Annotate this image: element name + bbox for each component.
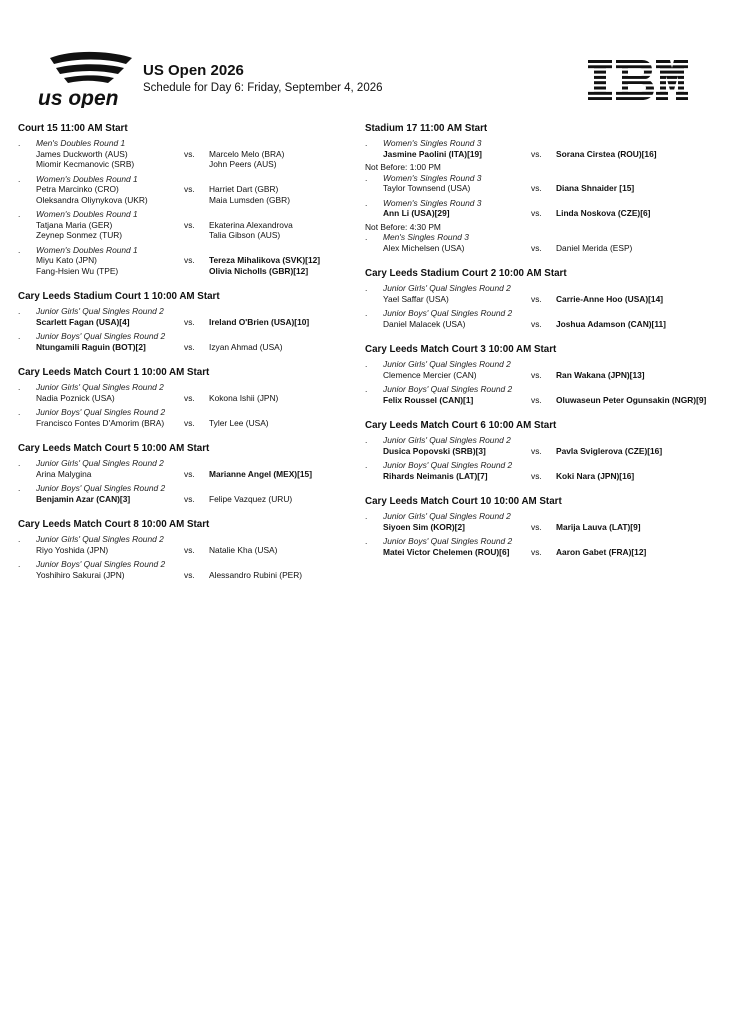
player-b: Tyler Lee (USA) xyxy=(209,417,269,428)
us-open-logo xyxy=(36,50,136,108)
court-block xyxy=(18,366,368,428)
versus-label: vs. xyxy=(531,546,542,557)
versus-label: vs. xyxy=(531,470,542,481)
match-bullet: . xyxy=(365,283,368,293)
match-row xyxy=(36,494,368,505)
partner-b: Talia Gibson (AUS) xyxy=(209,230,281,240)
player-b: Felipe Vazquez (URU) xyxy=(209,493,293,504)
player-b: Marcelo Melo (BRA) xyxy=(209,148,285,159)
versus-label: vs. xyxy=(531,208,542,218)
match-item xyxy=(365,384,715,405)
match-bullet: . xyxy=(18,244,21,255)
court-block xyxy=(18,122,368,276)
versus-label: vs. xyxy=(184,468,195,479)
match-row xyxy=(383,208,715,219)
match-bullet: . xyxy=(18,138,21,148)
player-b: Ran Wakana (JPN)[13] xyxy=(556,369,645,380)
partner-a: Fang-Hsien Wu (TPE) xyxy=(36,265,119,276)
match-bullet: . xyxy=(365,172,368,183)
player-b: Ekaterina Alexandrova xyxy=(209,219,293,230)
match-row xyxy=(383,370,715,381)
match-bullet: . xyxy=(18,534,21,544)
player-a: Francisco Fontes D'Amorim (BRA) xyxy=(36,417,165,428)
match-bullet: . xyxy=(18,306,21,316)
round-label: Junior Boys' Qual Singles Round 2 xyxy=(36,331,166,341)
court-block xyxy=(365,419,715,481)
match-bullet: . xyxy=(365,232,368,242)
match-row xyxy=(383,471,715,482)
player-b: Natalie Kha (USA) xyxy=(209,544,278,555)
match-row xyxy=(383,319,715,330)
match-bullet: . xyxy=(365,197,368,208)
player-a: Scarlett Fagan (USA)[4] xyxy=(36,316,130,327)
round-label: Junior Girls' Qual Singles Round 2 xyxy=(383,359,511,369)
player-b: Diana Shnaider [15] xyxy=(556,183,635,193)
round-label: Junior Girls' Qual Singles Round 2 xyxy=(36,534,164,544)
round-label: Junior Girls' Qual Singles Round 2 xyxy=(36,306,164,316)
partner-a: Miomir Kecmanovic (SRB) xyxy=(36,159,135,169)
match-item xyxy=(18,559,368,580)
player-a: Clemence Mercier (CAN) xyxy=(383,369,477,380)
versus-label: vs. xyxy=(184,544,195,555)
versus-label: vs. xyxy=(184,392,195,403)
versus-label: vs. xyxy=(531,521,542,532)
match-bullet: . xyxy=(365,511,368,521)
match-bullet: . xyxy=(365,384,368,394)
player-b: Tereza Mihalikova (SVK)[12] xyxy=(209,255,321,265)
versus-label: vs. xyxy=(531,242,542,253)
round-label: Men's Doubles Round 1 xyxy=(36,138,126,148)
court-title: Cary Leeds Match Court 5 10:00 AM Start xyxy=(18,443,210,454)
player-a: Matei Victor Chelemen (ROU)[6] xyxy=(383,546,510,557)
match-row-partner xyxy=(36,230,368,241)
round-label: Junior Boys' Qual Singles Round 2 xyxy=(36,407,166,417)
versus-label: vs. xyxy=(184,493,195,504)
round-label: Women's Singles Round 3 xyxy=(383,172,482,183)
match-row-partner xyxy=(36,159,368,170)
court-title: Cary Leeds Match Court 3 10:00 AM Start xyxy=(365,344,557,355)
player-b: Harriet Dart (GBR) xyxy=(209,184,279,194)
player-a: Taylor Townsend (USA) xyxy=(383,183,471,193)
match-row xyxy=(36,545,368,556)
match-row xyxy=(383,547,715,558)
match-item xyxy=(365,283,715,304)
round-label: Women's Singles Round 3 xyxy=(383,138,482,148)
match-row xyxy=(383,183,715,194)
versus-label: vs. xyxy=(531,293,542,304)
match-item xyxy=(365,173,715,194)
match-row xyxy=(36,418,368,429)
player-a: Miyu Kato (JPN) xyxy=(36,255,97,265)
match-row xyxy=(383,522,715,533)
player-a: Ntungamili Raguin (BOT)[2] xyxy=(36,341,146,352)
match-bullet: . xyxy=(365,536,368,546)
match-bullet: . xyxy=(18,331,21,341)
match-item xyxy=(18,331,368,352)
player-b: Ireland O'Brien (USA)[10] xyxy=(209,316,310,327)
court-title: Cary Leeds Match Court 6 10:00 AM Start xyxy=(365,420,557,431)
match-bullet: . xyxy=(18,483,21,493)
match-bullet: . xyxy=(18,559,21,569)
versus-label: vs. xyxy=(531,394,542,405)
match-item xyxy=(365,536,715,557)
round-label: Women's Singles Round 3 xyxy=(383,197,482,208)
match-bullet: . xyxy=(365,138,368,148)
round-label: Junior Boys' Qual Singles Round 2 xyxy=(383,308,513,318)
match-bullet: . xyxy=(18,209,21,219)
player-a: Petra Marcinko (CRO) xyxy=(36,184,119,194)
player-b: Daniel Merida (ESP) xyxy=(556,242,633,253)
court-block xyxy=(365,495,715,557)
player-a: Yael Saffar (USA) xyxy=(383,293,449,304)
court-block xyxy=(18,442,368,504)
match-bullet: . xyxy=(365,308,368,318)
match-row xyxy=(383,149,715,160)
match-row xyxy=(383,395,715,406)
not-before-note: Not Before: 1:00 PM xyxy=(365,162,441,172)
page-title: US Open 2026 xyxy=(143,62,244,79)
versus-label: vs. xyxy=(531,148,542,159)
court-title: Cary Leeds Stadium Court 1 10:00 AM Start xyxy=(18,291,220,302)
versus-label: vs. xyxy=(531,318,542,329)
match-item xyxy=(18,306,368,327)
match-item xyxy=(365,435,715,456)
match-row xyxy=(36,342,368,353)
court-title: Cary Leeds Match Court 1 10:00 AM Start xyxy=(18,367,210,378)
court-block xyxy=(365,122,715,253)
player-b: Kokona Ishii (JPN) xyxy=(209,392,279,403)
player-a: Daniel Malacek (USA) xyxy=(383,318,466,329)
versus-label: vs. xyxy=(531,445,542,456)
match-bullet: . xyxy=(18,407,21,417)
match-bullet: . xyxy=(365,435,368,445)
match-row xyxy=(383,243,715,254)
player-a: Benjamin Azar (CAN)[3] xyxy=(36,493,131,504)
partner-a: Oleksandra Oliynykova (UKR) xyxy=(36,194,148,205)
round-label: Junior Girls' Qual Singles Round 2 xyxy=(383,435,511,445)
match-row-partner xyxy=(36,266,368,277)
match-row xyxy=(36,255,368,266)
match-item xyxy=(365,460,715,481)
ibm-logo xyxy=(588,60,688,100)
match-item xyxy=(365,198,715,219)
match-item xyxy=(18,382,368,403)
svg-text:us open: us open xyxy=(38,87,119,108)
player-a: Riyo Yoshida (JPN) xyxy=(36,544,109,555)
match-item xyxy=(18,245,368,277)
match-row xyxy=(36,570,368,581)
player-a: Jasmine Paolini (ITA)[19] xyxy=(383,148,482,159)
round-label: Junior Boys' Qual Singles Round 2 xyxy=(383,384,513,394)
versus-label: vs. xyxy=(531,369,542,380)
player-b: Marianne Angel (MEX)[15] xyxy=(209,468,312,479)
player-a: Siyoen Sim (KOR)[2] xyxy=(383,521,465,532)
match-row-partner xyxy=(36,195,368,206)
match-bullet: . xyxy=(365,359,368,369)
right-court-column xyxy=(365,122,715,571)
player-b: Linda Noskova (CZE)[6] xyxy=(556,208,651,218)
versus-label: vs. xyxy=(184,569,195,580)
round-label: Junior Girls' Qual Singles Round 2 xyxy=(36,382,164,392)
partner-b: Olivia Nicholls (GBR)[12] xyxy=(209,265,309,276)
player-b: Izyan Ahmad (USA) xyxy=(209,341,283,352)
page-header xyxy=(0,0,732,110)
player-b: Marija Lauva (LAT)[9] xyxy=(556,521,641,532)
round-label: Junior Boys' Qual Singles Round 2 xyxy=(36,559,166,569)
partner-b: Maia Lumsden (GBR) xyxy=(209,194,290,205)
match-bullet: . xyxy=(18,458,21,468)
round-label: Junior Boys' Qual Singles Round 2 xyxy=(383,460,513,470)
court-title: Cary Leeds Match Court 8 10:00 AM Start xyxy=(18,519,210,530)
match-item xyxy=(18,483,368,504)
match-bullet: . xyxy=(18,173,21,184)
match-row xyxy=(36,317,368,328)
match-row xyxy=(36,149,368,160)
court-title: Court 15 11:00 AM Start xyxy=(18,123,128,134)
court-block xyxy=(18,290,368,352)
court-title: Cary Leeds Match Court 10 10:00 AM Start xyxy=(365,496,562,507)
match-item xyxy=(18,458,368,479)
player-a: Alex Michelsen (USA) xyxy=(383,242,465,253)
player-b: Carrie-Anne Hoo (USA)[14] xyxy=(556,293,664,304)
match-item xyxy=(18,209,368,241)
partner-a: Zeynep Sonmez (TUR) xyxy=(36,230,123,240)
round-label: Junior Girls' Qual Singles Round 2 xyxy=(383,283,511,293)
player-b: Oluwaseun Peter Ogunsakin (NGR)[9] xyxy=(556,394,707,405)
court-block xyxy=(365,267,715,329)
partner-b: John Peers (AUS) xyxy=(209,159,277,169)
versus-label: vs. xyxy=(184,255,195,265)
player-a: Dusica Popovski (SRB)[3] xyxy=(383,445,486,456)
match-item xyxy=(18,534,368,555)
player-a: Arina Malygina xyxy=(36,468,92,479)
match-row xyxy=(36,393,368,404)
match-item xyxy=(18,407,368,428)
round-label: Women's Doubles Round 1 xyxy=(36,244,138,255)
match-bullet: . xyxy=(365,460,368,470)
court-block xyxy=(18,518,368,580)
versus-label: vs. xyxy=(184,341,195,352)
match-row xyxy=(383,446,715,457)
round-label: Junior Boys' Qual Singles Round 2 xyxy=(383,536,513,546)
versus-label: vs. xyxy=(184,316,195,327)
player-a: James Duckworth (AUS) xyxy=(36,148,128,159)
round-label: Men's Singles Round 3 xyxy=(383,232,469,242)
player-a: Ann Li (USA)[29] xyxy=(383,208,450,218)
round-label: Women's Doubles Round 1 xyxy=(36,173,138,184)
match-item xyxy=(365,308,715,329)
player-a: Rihards Neimanis (LAT)[7] xyxy=(383,470,488,481)
player-b: Joshua Adamson (CAN)[11] xyxy=(556,318,666,329)
round-label: Junior Girls' Qual Singles Round 2 xyxy=(36,458,164,468)
player-a: Yoshihiro Sakurai (JPN) xyxy=(36,569,125,580)
court-title: Stadium 17 11:00 AM Start xyxy=(365,123,488,134)
player-b: Koki Nara (JPN)[16] xyxy=(556,470,635,481)
player-b: Alessandro Rubini (PER) xyxy=(209,569,303,580)
versus-label: vs. xyxy=(184,417,195,428)
versus-label: vs. xyxy=(184,148,195,159)
player-a: Nadia Poznick (USA) xyxy=(36,392,115,403)
player-b: Pavla Sviglerova (CZE)[16] xyxy=(556,445,663,456)
player-b: Aaron Gabet (FRA)[12] xyxy=(556,546,647,557)
versus-label: vs. xyxy=(531,183,542,193)
player-b: Sorana Cirstea (ROU)[16] xyxy=(556,148,657,159)
match-row xyxy=(36,220,368,231)
match-row xyxy=(383,294,715,305)
court-block xyxy=(365,343,715,405)
match-item xyxy=(365,511,715,532)
versus-label: vs. xyxy=(184,184,195,194)
round-label: Junior Boys' Qual Singles Round 2 xyxy=(36,483,166,493)
player-a: Felix Roussel (CAN)[1] xyxy=(383,394,474,405)
versus-label: vs. xyxy=(184,219,195,230)
page-subtitle: Schedule for Day 6: Friday, September 4, 2026 xyxy=(143,82,383,94)
player-a: Tatjana Maria (GER) xyxy=(36,219,113,230)
match-item xyxy=(18,174,368,206)
match-item xyxy=(18,138,368,170)
match-item xyxy=(365,232,715,253)
match-row xyxy=(36,469,368,480)
match-item xyxy=(365,138,715,159)
court-title: Cary Leeds Stadium Court 2 10:00 AM Start xyxy=(365,268,567,279)
match-item xyxy=(365,359,715,380)
round-label: Women's Doubles Round 1 xyxy=(36,209,138,219)
left-court-column xyxy=(18,122,368,594)
not-before-note: Not Before: 4:30 PM xyxy=(365,221,441,232)
match-bullet: . xyxy=(18,382,21,392)
match-row xyxy=(36,184,368,195)
round-label: Junior Girls' Qual Singles Round 2 xyxy=(383,511,511,521)
